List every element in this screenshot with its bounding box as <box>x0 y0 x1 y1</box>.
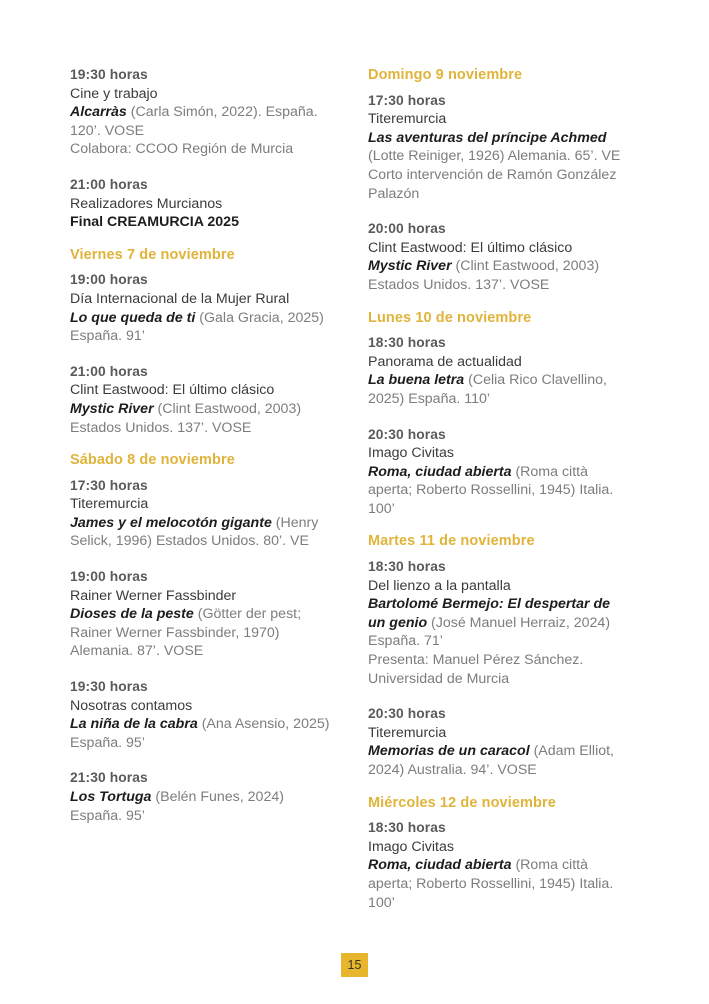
day-heading: Martes 11 de noviembre <box>368 533 535 550</box>
day-section <box>368 309 631 519</box>
film-title: Roma, ciudad abierta <box>368 463 512 480</box>
event-time: 19:00 horas <box>70 272 148 288</box>
film-credits: (Celia Rico Clavellino, 2025) España. 110’ <box>368 372 607 407</box>
event-program: Del lienzo a la pantalla <box>368 577 511 594</box>
film-title: Bartolomé Bermejo: El despertar de un genio <box>368 596 611 631</box>
day-heading: Lunes 10 de noviembre <box>368 309 532 326</box>
event-detail <box>368 371 631 408</box>
event-block <box>368 92 631 204</box>
event-time: 19:00 horas <box>70 569 148 585</box>
event-time: 20:00 horas <box>368 221 446 237</box>
event-time: 21:30 horas <box>70 770 148 786</box>
event-block <box>70 176 333 232</box>
film-title: Mystic River <box>70 400 154 417</box>
film-title: James y el melocotón gigante <box>70 514 272 531</box>
event-detail <box>368 742 631 779</box>
film-credits: (Carla Simón, 2022). España. 120’. VOSE <box>70 104 318 139</box>
film-title: Memorias de un caracol <box>368 743 530 760</box>
event-block <box>368 705 631 779</box>
film-title: Alcarràs <box>70 104 127 121</box>
day-section <box>368 794 631 913</box>
right-column <box>368 66 631 912</box>
event-time: 17:30 horas <box>70 477 148 493</box>
event-program: Realizadores Murcianos <box>70 195 223 212</box>
event-time: 19:30 horas <box>70 67 148 82</box>
film-title: La niña de la cabra <box>70 716 198 733</box>
film-credits: (Roma città aperta; Roberto Rossellini, 1945) Italia. 100’ <box>368 857 614 911</box>
event-detail <box>368 463 631 519</box>
event-block <box>368 220 631 294</box>
event-detail <box>368 856 631 912</box>
event-program: Rainer Werner Fassbinder <box>70 587 237 604</box>
event-program: Panorama de actualidad <box>368 353 522 370</box>
film-credits: (Adam Elliot, 2024) Australia. 94’. VOSE <box>368 743 615 778</box>
event-program: Día Internacional de la Mujer Rural <box>70 290 290 307</box>
event-block <box>70 568 333 661</box>
event-time: 17:30 horas <box>368 92 446 108</box>
event-block <box>368 558 631 688</box>
schedule-columns <box>70 66 632 912</box>
day-heading: Domingo 9 noviembre <box>368 67 523 83</box>
day-heading: Miércoles 12 de noviembre <box>368 794 556 811</box>
event-program: Imago Civitas <box>368 838 454 855</box>
event-program: Nosotras contamos <box>70 697 193 714</box>
film-title: Las aventuras del príncipe Achmed <box>368 129 607 146</box>
event-detail <box>70 514 333 551</box>
day-section <box>70 66 333 232</box>
film-credits: (Clint Eastwood, 2003) Estados Unidos. 137’. VOSE <box>368 258 600 293</box>
event-time: 18:30 horas <box>368 335 446 351</box>
event-detail <box>368 129 631 166</box>
film-credits: (Götter der pest; Rainer Werner Fassbinder, 1970) Alemania. 87’. VOSE <box>70 606 302 660</box>
event-note: Presenta: Manuel Pérez Sánchez. Universidad de Murcia <box>368 652 584 687</box>
film-credits: (Lotte Reiniger, 1926) Alemania. 65’. VE <box>368 148 621 165</box>
film-title: Dioses de la peste <box>70 606 194 623</box>
event-detail <box>70 400 333 437</box>
event-detail <box>70 605 333 661</box>
event-time: 21:00 horas <box>70 363 148 379</box>
film-credits: (Belén Funes, 2024) España. 95’ <box>70 789 284 824</box>
film-credits: (Henry Selick, 1996) Estados Unidos. 80’. VE <box>70 514 319 550</box>
event-detail <box>368 257 631 294</box>
event-block <box>70 363 333 437</box>
event-detail <box>70 213 333 232</box>
event-time: 20:30 horas <box>368 706 446 722</box>
event-block <box>368 426 631 519</box>
event-note: Corto intervención de Ramón González Palazón <box>368 166 617 202</box>
event-program: Titeremurcia <box>368 111 447 128</box>
film-title: Final CREAMURCIA 2025 <box>70 214 239 231</box>
event-note: Colabora: CCOO Región de Murcia <box>70 141 294 158</box>
film-credits: (Gala Gracia, 2025) España. 91’ <box>70 309 324 345</box>
day-section <box>70 246 333 437</box>
event-time: 18:30 horas <box>368 820 446 836</box>
day-section <box>368 532 631 779</box>
event-time: 18:30 horas <box>368 559 446 575</box>
event-block <box>70 678 333 752</box>
event-detail <box>70 788 333 825</box>
page-number-badge: 15 <box>341 953 368 977</box>
event-detail <box>70 103 333 140</box>
event-block <box>70 271 333 345</box>
film-title: Mystic River <box>368 258 452 275</box>
event-block <box>70 769 333 825</box>
film-credits: (Roma città aperta; Roberto Rossellini, 1945) Italia. 100’ <box>368 463 614 517</box>
film-title: Lo que queda de ti <box>70 309 196 326</box>
event-block <box>70 477 333 551</box>
event-program: Titeremurcia <box>368 724 447 741</box>
left-column <box>70 66 333 825</box>
event-time: 20:30 horas <box>368 426 446 442</box>
event-block <box>368 819 631 912</box>
film-title: La buena letra <box>368 372 465 389</box>
day-heading: Sábado 8 de noviembre <box>70 452 235 469</box>
event-time: 21:00 horas <box>70 176 148 192</box>
event-program: Cine y trabajo <box>70 85 158 102</box>
day-section <box>70 451 333 825</box>
film-credits: (José Manuel Herraiz, 2024) España. 71’ <box>368 614 611 650</box>
event-program: Clint Eastwood: El último clásico <box>368 239 573 256</box>
day-heading: Viernes 7 de noviembre <box>70 246 235 263</box>
day-section <box>368 66 631 295</box>
film-title: Roma, ciudad abierta <box>368 857 512 874</box>
event-detail <box>368 595 631 651</box>
event-block <box>368 334 631 408</box>
event-detail <box>70 309 333 346</box>
event-program: Clint Eastwood: El último clásico <box>70 382 275 399</box>
event-program: Imago Civitas <box>368 445 454 462</box>
event-detail <box>70 715 333 752</box>
film-credits: (Ana Asensio, 2025) España. 95’ <box>70 716 330 751</box>
film-credits: (Clint Eastwood, 2003) Estados Unidos. 137’. VOSE <box>70 400 302 436</box>
film-title: Los Tortuga <box>70 789 152 805</box>
event-program: Titeremurcia <box>70 496 149 513</box>
event-time: 19:30 horas <box>70 679 148 695</box>
event-block <box>70 66 333 159</box>
